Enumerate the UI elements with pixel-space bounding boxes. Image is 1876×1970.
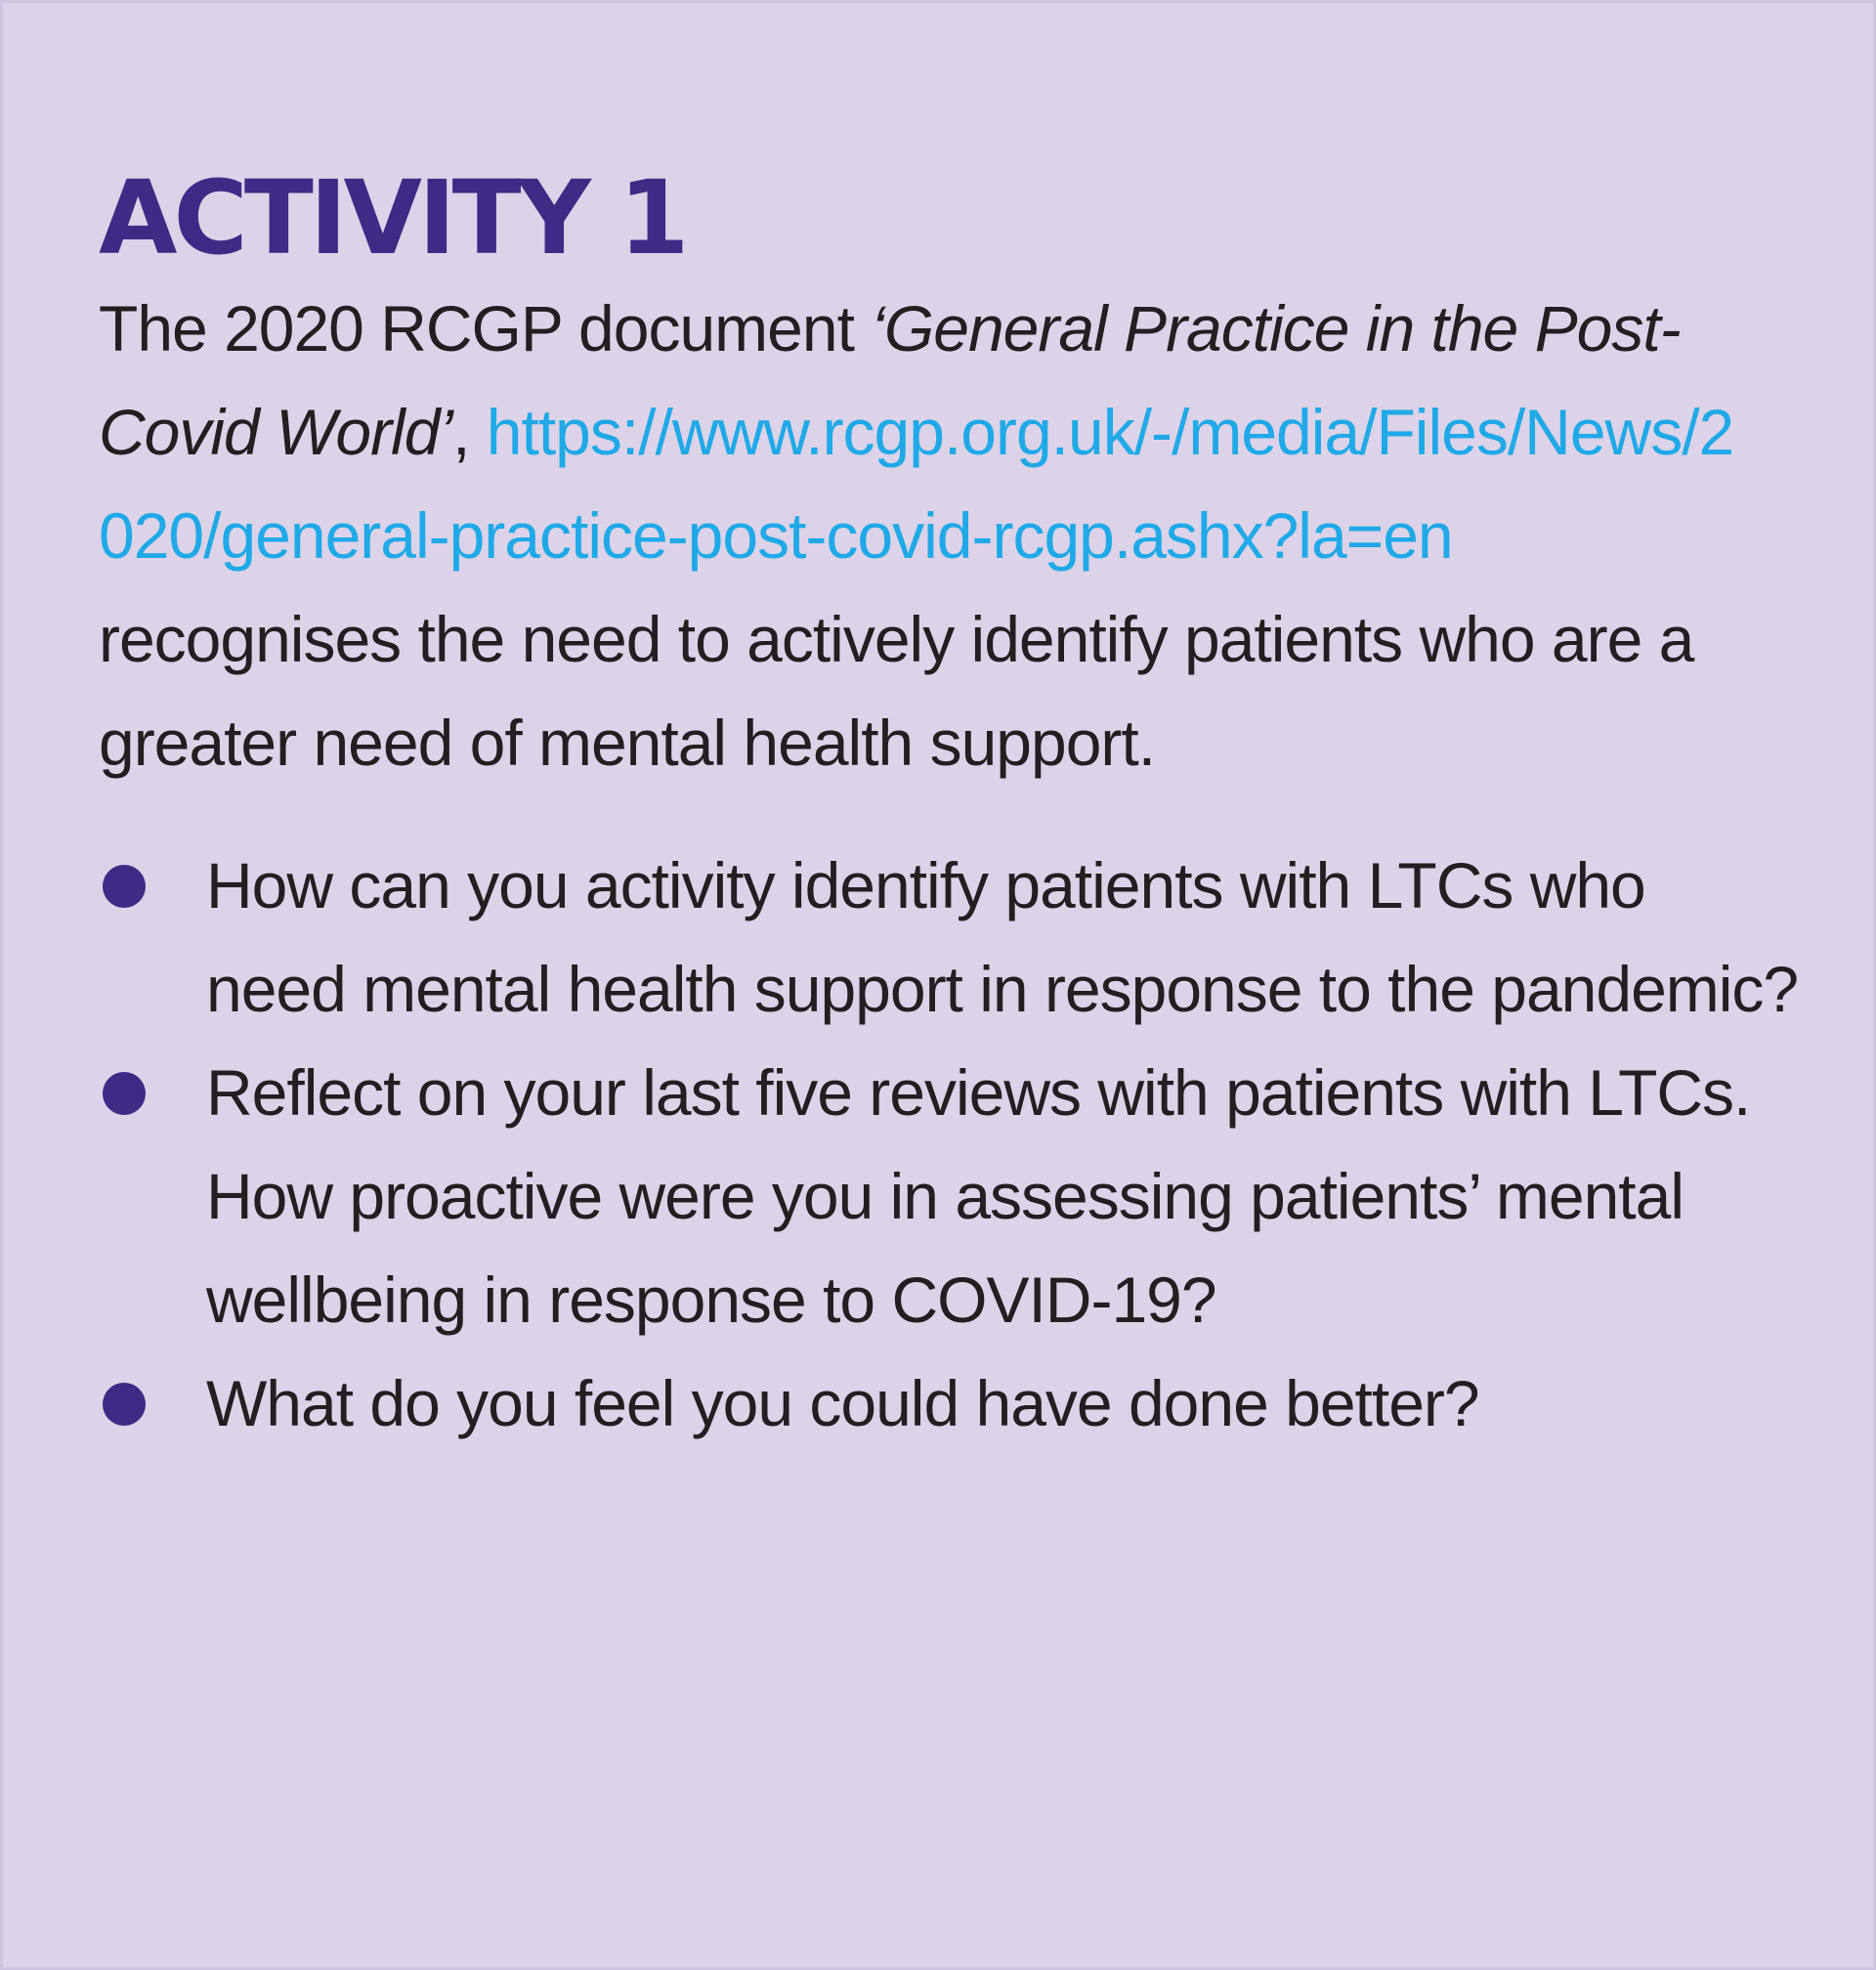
document-title: ‘General Practice in the Post-Covid World’ [99, 292, 1681, 468]
bullet-icon [103, 1072, 146, 1115]
intro-lead: The 2020 RCGP document [99, 292, 872, 364]
question-item [99, 1351, 1799, 1455]
question-item [99, 834, 1799, 1041]
question-text: What do you feel you could have done better? [206, 1367, 1479, 1439]
intro-tail: recognises the need to actively identify patients who are a greater need of mental health support. [99, 603, 1694, 779]
question-text: How can you activity identify patients with LTCs who need mental health support in response to the pandemic? [206, 849, 1799, 1025]
document-link[interactable]: https://www.rcgp.org.uk/-/media/Files/News/2020/general-practice-post-covid-rcgp.ashx?la=en [99, 396, 1734, 572]
intro-comma: , [452, 396, 487, 468]
bullet-icon [103, 865, 146, 908]
activity-content [99, 159, 1799, 1455]
question-list [99, 834, 1799, 1455]
intro-paragraph [99, 277, 1760, 794]
bullet-icon [103, 1383, 146, 1426]
question-item [99, 1041, 1799, 1351]
activity-heading: ACTIVITY 1 [99, 158, 686, 278]
question-text: Reflect on your last five reviews with patients with LTCs. How proactive were you in assessing patients’ mental wellbeing in response to COVID-19? [206, 1056, 1751, 1336]
